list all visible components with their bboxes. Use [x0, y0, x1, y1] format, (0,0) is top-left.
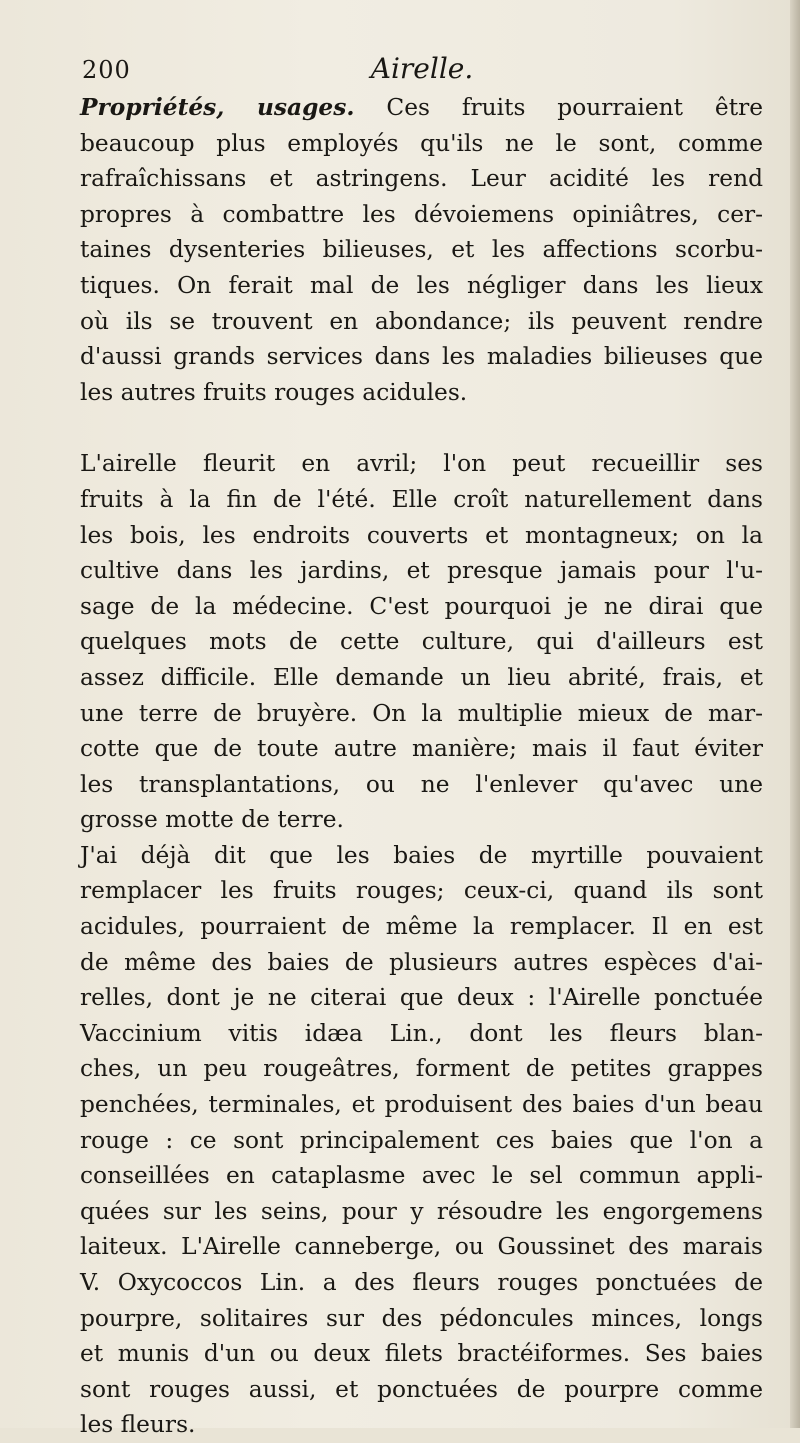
page-number: 200 [82, 56, 131, 84]
paragraph-gap [80, 410, 763, 446]
text-line: Propriétés, usages. Ces fruits pourraient être [80, 94, 763, 121]
text-line: relles, dont je ne citerai que deux : l'Airelle ponctuée [80, 984, 763, 1012]
text-line: L'airelle fleurit en avril; l'on peut recueillir ses [80, 450, 763, 478]
section-lead-italic: Propriétés, usages. [80, 94, 355, 121]
paragraph-culture [80, 446, 763, 838]
text-line: quelques mots de cette culture, qui d'ailleurs est [80, 628, 763, 656]
text-line: les fleurs. [80, 1411, 196, 1439]
text-line: V. Oxycoccos Lin. a des fleurs rouges ponctuées de [80, 1269, 763, 1296]
text-line: beaucoup plus employés qu'ils ne le sont, comme [80, 129, 763, 157]
page-header [82, 52, 762, 92]
text-line: tiques. On ferait mal de les négliger dans les lieux [80, 271, 763, 299]
paragraph-properties [80, 90, 763, 410]
text-line: quées sur les seins, pour y résoudre les engorgemens [80, 1197, 763, 1225]
text-line: propres à combattre les dévoiemens opiniâtres, cer- [80, 200, 763, 228]
text-line: grosse motte de terre. [80, 806, 344, 834]
text-line: où ils se trouvent en abondance; ils peuvent rendre [80, 307, 763, 335]
text-line: laiteux. L'Airelle canneberge, ou Goussinet des marais [80, 1233, 763, 1261]
text-line: J'ai déjà dit que les baies de myrtille pouvaient [80, 841, 763, 869]
text-line: rafraîchissans et astringens. Leur acidité les rend [80, 165, 763, 193]
text-line: pourpre, solitaires sur des pédoncules minces, longs [80, 1304, 763, 1332]
text-line: cultive dans les jardins, et presque jamais pour l'u- [80, 557, 763, 585]
running-title: Airelle. [370, 52, 474, 85]
body-text [80, 90, 763, 1443]
text-line: taines dysenteries bilieuses, et les affections scorbu- [80, 236, 763, 264]
text-line: et munis d'un ou deux filets bractéiformes. Ses baies [80, 1340, 763, 1368]
text-line: acidules, pourraient de même la remplacer. Il en est [80, 913, 763, 941]
text-line: sage de la médecine. C'est pourquoi je ne dirai que [80, 592, 763, 620]
text-line: cotte que de toute autre manière; mais il faut éviter [80, 735, 763, 763]
paragraph-species [80, 838, 763, 1443]
page-edge-shadow [790, 0, 800, 1428]
text-line: les autres fruits rouges acidules. [80, 378, 468, 406]
text-line: les transplantations, ou ne l'enlever qu'avec une [80, 770, 763, 798]
text-line: assez difficile. Elle demande un lieu abrité, frais, et [80, 663, 763, 691]
text-line: penchées, terminales, et produisent des baies d'un beau [80, 1091, 763, 1119]
text-line: d'aussi grands services dans les maladies bilieuses que [80, 343, 763, 371]
text-line: de même des baies de plusieurs autres espèces d'ai- [80, 948, 763, 976]
text-line: les bois, les endroits couverts et montagneux; on la [80, 521, 763, 549]
text-line: une terre de bruyère. On la multiplie mieux de mar- [80, 699, 763, 727]
text-line: rouge : ce sont principalement ces baies que l'on a [80, 1126, 763, 1154]
text-line: fruits à la fin de l'été. Elle croît naturellement dans [80, 485, 763, 513]
text-line: Vaccinium vitis idæa Lin., dont les fleurs blan- [80, 1019, 763, 1047]
text-line: sont rouges aussi, et ponctuées de pourpre comme [80, 1375, 763, 1403]
text-line: ches, un peu rougeâtres, forment de petites grappes [80, 1055, 763, 1083]
text-line: remplacer les fruits rouges; ceux-ci, quand ils sont [80, 877, 763, 905]
text-line: conseillées en cataplasme avec le sel commun appli- [80, 1162, 763, 1190]
